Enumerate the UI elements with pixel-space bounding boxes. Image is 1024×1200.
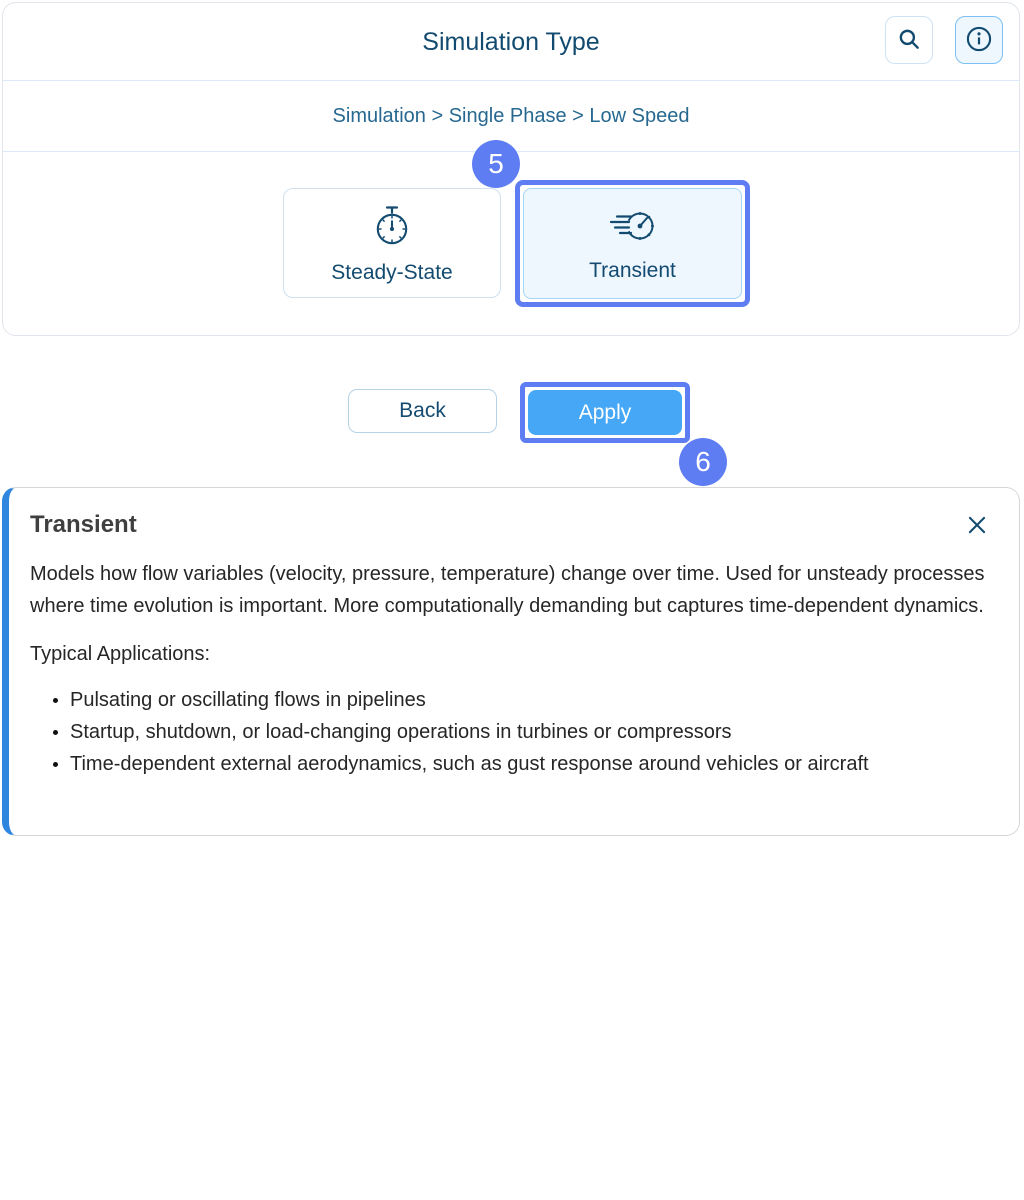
step-badge-5: 5 xyxy=(472,140,520,188)
apply-button[interactable]: Apply xyxy=(528,390,682,435)
info-panel-description: Models how flow variables (velocity, pressure, temperature) change over time. Used for unsteady processes where time evolution is important. More computationally demanding but captures time-dependent dynamics. xyxy=(30,563,985,617)
stopwatch-icon xyxy=(368,202,416,255)
search-icon xyxy=(896,26,922,55)
list-item: • Startup, shutdown, or load-changing operations in turbines or compressors xyxy=(70,716,989,748)
close-button[interactable] xyxy=(963,512,991,540)
option-steady-state-label: Steady-State xyxy=(331,260,453,284)
info-icon xyxy=(965,25,993,56)
search-button[interactable] xyxy=(885,16,933,64)
page-title: Simulation Type xyxy=(422,27,600,56)
header xyxy=(3,3,1019,81)
option-steady-state[interactable] xyxy=(283,188,501,298)
info-panel-transient xyxy=(2,487,1020,836)
breadcrumb-text: Simulation > Single Phase > Low Speed xyxy=(332,104,690,127)
list-item: • Pulsating or oscillating flows in pipelines xyxy=(70,684,989,716)
applications-heading: Typical Applications: xyxy=(30,643,211,665)
list-item: • Time-dependent external aerodynamics, such as gust response around vehicles or aircraft xyxy=(70,748,989,780)
annotation-outline-step5 xyxy=(515,180,750,307)
back-button[interactable]: Back xyxy=(348,389,497,433)
applications-list xyxy=(30,684,989,780)
step-badge-6: 6 xyxy=(679,438,727,486)
breadcrumb xyxy=(3,81,1019,152)
speedometer-icon xyxy=(606,204,660,253)
close-icon xyxy=(965,513,989,540)
option-transient-label: Transient xyxy=(589,259,676,282)
info-panel-title: Transient xyxy=(30,511,137,538)
option-transient[interactable] xyxy=(523,188,742,299)
info-button[interactable] xyxy=(955,16,1003,64)
annotation-outline-step6 xyxy=(520,382,690,443)
